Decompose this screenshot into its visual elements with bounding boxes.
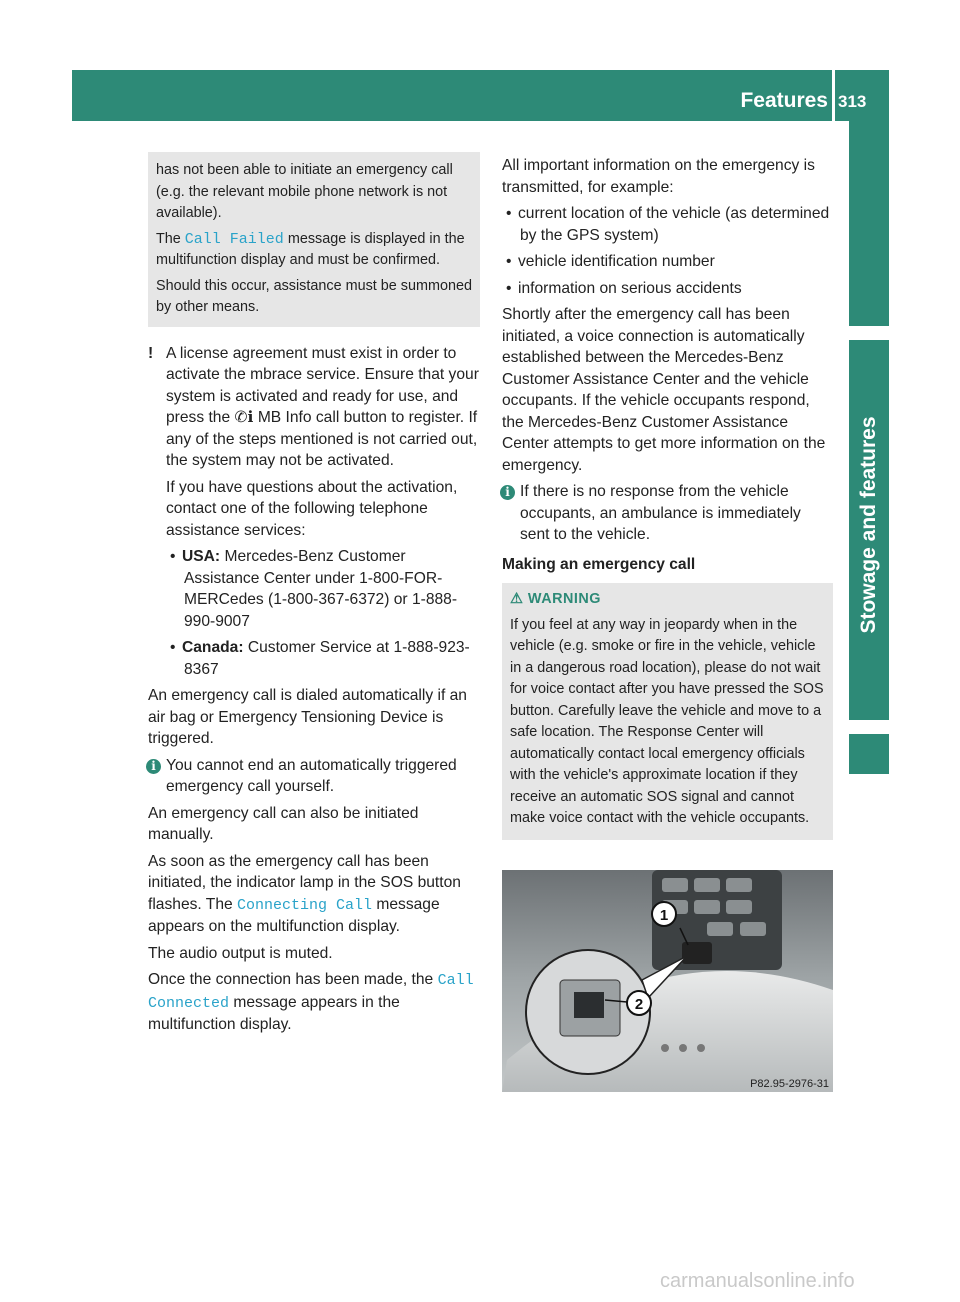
note-call-failed: The Call Failed message is displayed in the multifunction display and must be confirmed.	[156, 230, 465, 268]
warning-triangle-icon: ⚠	[510, 591, 528, 607]
warning-text: If you feel at any way in jeopardy when in the vehicle (e.g. smoke or fire in the vehicle, vehicle in a dangerous road location), please do not wait for voice contact after you have pressed the SOS button. Carefully leave the vehicle and move to a safe location. The Response Center will automatically contact local emergency officials with the vehicle's approximate location if they receive an automatic SOS signal and cannot make voice contact with the vehicle occupants.	[510, 616, 824, 826]
auto-call-text: An emergency call is dialed automatically if an air bag or Emergency Tensioning Device is triggered.	[148, 687, 467, 747]
usa-contact: • USA: Mercedes-Benz Customer Assistance Center under 1-800-FOR-MERCedes (1-800-367-6372) or 1-888-990-9007	[170, 548, 458, 630]
info-note-cannot-end: i You cannot end an automatically triggered emergency call yourself.	[148, 755, 480, 798]
side-tab-top	[849, 121, 889, 326]
overhead-control-panel-illustration	[502, 870, 833, 1092]
note-box	[148, 152, 480, 327]
audio-muted-text: The audio output is muted.	[148, 944, 333, 962]
side-tab-marker	[849, 734, 889, 774]
bullet-icon: •	[506, 253, 512, 270]
header-divider	[832, 70, 835, 121]
bullet-item: • current location of the vehicle (as determined by the GPS system)	[506, 205, 830, 244]
note-text: has not been able to initiate an emergency call (e.g. the relevant mobile phone network is not available).	[156, 162, 453, 221]
manual-call-text: An emergency call can also be initiated manually.	[148, 804, 419, 843]
activation-questions: If you have questions about the activation, contact one of the following telephone assistance services:	[166, 478, 458, 539]
section-title: Features	[740, 89, 828, 112]
page-number: 313	[838, 92, 867, 111]
bullet-icon: •	[506, 279, 512, 297]
connected-text: Once the connection has been made, the Call Connected message appears in the multifunction display.	[148, 971, 474, 1033]
sos-button-figure	[502, 870, 833, 1092]
chapter-tab	[849, 330, 889, 720]
callout-2: 2	[634, 996, 644, 1013]
figure-code: P82.95-2976-31	[750, 1078, 829, 1090]
left-column	[148, 152, 480, 1041]
right-column	[502, 155, 833, 840]
bullet-item: • vehicle identification number	[502, 251, 833, 273]
voice-connection-text: Shortly after the emergency call has been initiated, a voice connection is automatically established between the Mercedes-Benz Customer Assistance Center and the vehicle occupants. If the vehicle occupants respond, the Mercedes-Benz Customer Assistance Center attempts to get more information on the emergency.	[502, 306, 826, 474]
note-summon: Should this occur, assistance must be summoned by other means.	[156, 277, 472, 315]
chapter-tab-label: Stowage and features	[857, 416, 880, 634]
indicator-text: As soon as the emergency call has been initiated, the indicator lamp in the SOS button flashes. The Connecting Call message appears on the multifunction display.	[148, 852, 461, 935]
display-message-call-failed: Call Failed	[184, 230, 284, 248]
info-icon: i	[500, 485, 515, 500]
bullet-item: • information on serious accidents	[502, 278, 833, 300]
license-text: ! A license agreement must exist in order to activate the mbrace service. Ensure that your system is activated and ready for use, and press the ✆ℹ MB Info call button to register. If any of the steps mentioned is not carried out, the system may not be activated.	[148, 344, 479, 469]
caution-mark: !	[148, 344, 154, 362]
callout-1: 1	[659, 907, 669, 924]
section-heading: Making an emergency call	[502, 555, 696, 573]
license-note	[148, 343, 480, 681]
canada-contact: • Canada: Customer Service at 1-888-923-8367	[170, 639, 470, 678]
warning-box	[502, 583, 833, 840]
info-icon: i	[146, 759, 161, 774]
footer-watermark: carmanualsonline.info	[660, 1270, 855, 1292]
bullet-icon: •	[170, 548, 176, 565]
phone-info-icon: ✆ℹ	[234, 409, 254, 426]
display-message-call-connected: Call Connected	[148, 972, 474, 1012]
page-header	[72, 70, 889, 121]
bullet-icon: •	[170, 639, 176, 656]
bullet-icon: •	[506, 205, 512, 222]
info-note-no-response: i If there is no response from the vehicle occupants, an ambulance is immediately sent to the vehicle.	[502, 481, 833, 546]
display-message-connecting-call: Connecting Call	[237, 896, 373, 914]
transmitted-info-text: All important information on the emergency is transmitted, for example:	[502, 157, 815, 196]
warning-title: ⚠ WARNING	[510, 591, 601, 607]
